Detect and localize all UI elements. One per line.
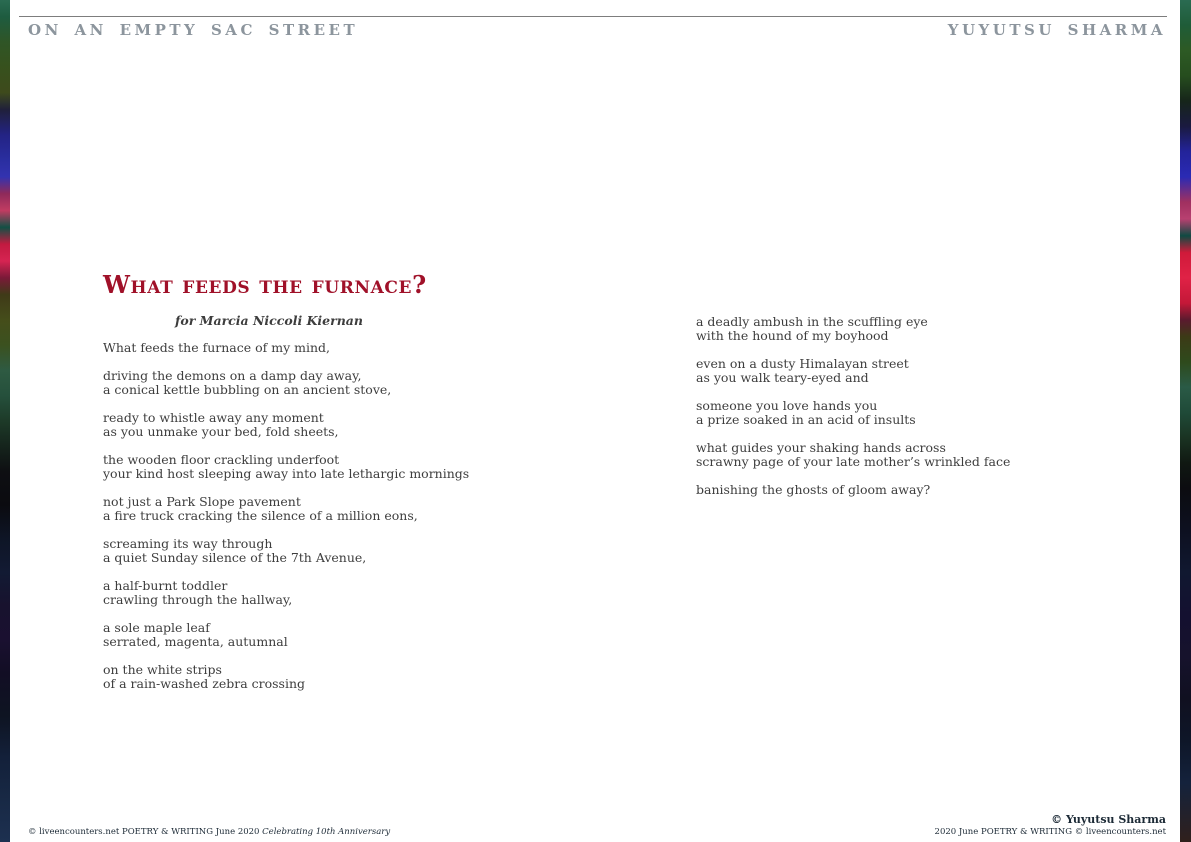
poem-line: ready to whistle away any moment: [103, 410, 324, 425]
running-header-author-name: YUYUTSU SHARMA: [947, 21, 1166, 39]
poem-line: serrated, magenta, autumnal: [103, 634, 288, 649]
poem-line: what guides your shaking hands across: [696, 440, 946, 455]
footer-publication-copyright: 2020 June POETRY & WRITING © liveencounters.net: [934, 827, 1166, 837]
stanza: [696, 357, 1136, 385]
right-border-image-strip: [1180, 0, 1191, 842]
stanza: [103, 663, 543, 691]
stanza: [103, 495, 543, 523]
poem-line: a prize soaked in an acid of insults: [696, 412, 916, 427]
poem-column-right: [696, 315, 1136, 511]
poem-line: a fire truck cracking the silence of a million eons,: [103, 508, 418, 523]
poem-line: screaming its way through: [103, 536, 273, 551]
stanza: [696, 399, 1136, 427]
stanza: [103, 341, 543, 355]
stanza: [696, 315, 1136, 343]
poem-title: What feeds the furnace?: [103, 270, 427, 299]
poem-line: someone you love hands you: [696, 398, 878, 413]
stanza: [696, 483, 1136, 497]
poem-line: driving the demons on a damp day away,: [103, 368, 362, 383]
poem-line: not just a Park Slope pavement: [103, 494, 301, 509]
footer-copyright-left: [28, 827, 390, 837]
poem-line: banishing the ghosts of gloom away?: [696, 482, 931, 497]
stanza: [103, 621, 543, 649]
left-border-image-strip: [0, 0, 10, 842]
poem-line: with the hound of my boyhood: [696, 328, 889, 343]
footer-copyright-right: [935, 813, 1166, 837]
poem-line: What feeds the furnace of my mind,: [103, 340, 331, 355]
stanza: [696, 441, 1136, 469]
running-header-poem-collection-title: ON AN EMPTY SAC STREET: [28, 21, 359, 39]
stanza: [103, 579, 543, 607]
poem-line: as you walk teary-eyed and: [696, 370, 869, 385]
stanza: [103, 453, 543, 481]
stanza: [103, 369, 543, 397]
poem-line: the wooden floor crackling underfoot: [103, 452, 340, 467]
poem-line: even on a dusty Himalayan street: [696, 356, 909, 371]
footer-copyright-text: © liveencounters.net POETRY & WRITING June 2020: [28, 827, 263, 837]
footer-author-copyright: © Yuyutsu Sharma: [1051, 813, 1166, 826]
poem-line: scrawny page of your late mother’s wrinkled face: [696, 454, 1011, 469]
poem-line: as you unmake your bed, fold sheets,: [103, 424, 339, 439]
poem-line: a quiet Sunday silence of the 7th Avenue,: [103, 550, 367, 565]
poem-line: your kind host sleeping away into late lethargic mornings: [103, 466, 470, 481]
poem-line: a deadly ambush in the scuffling eye: [696, 314, 928, 329]
poem-line: a sole maple leaf: [103, 620, 210, 635]
poem-line: crawling through the hallway,: [103, 592, 293, 607]
stanza: [103, 411, 543, 439]
header-rule: [19, 16, 1167, 17]
poem-dedication: for Marcia Niccoli Kiernan: [175, 313, 363, 328]
stanza: [103, 537, 543, 565]
poem-line: a conical kettle bubbling on an ancient stove,: [103, 382, 392, 397]
poem-line: a half-burnt toddler: [103, 578, 228, 593]
footer-anniversary-text: Celebrating 10th Anniversary: [262, 827, 391, 837]
poem-column-left: [103, 341, 543, 705]
poem-line: of a rain-washed zebra crossing: [103, 676, 306, 691]
poem-line: on the white strips: [103, 662, 222, 677]
